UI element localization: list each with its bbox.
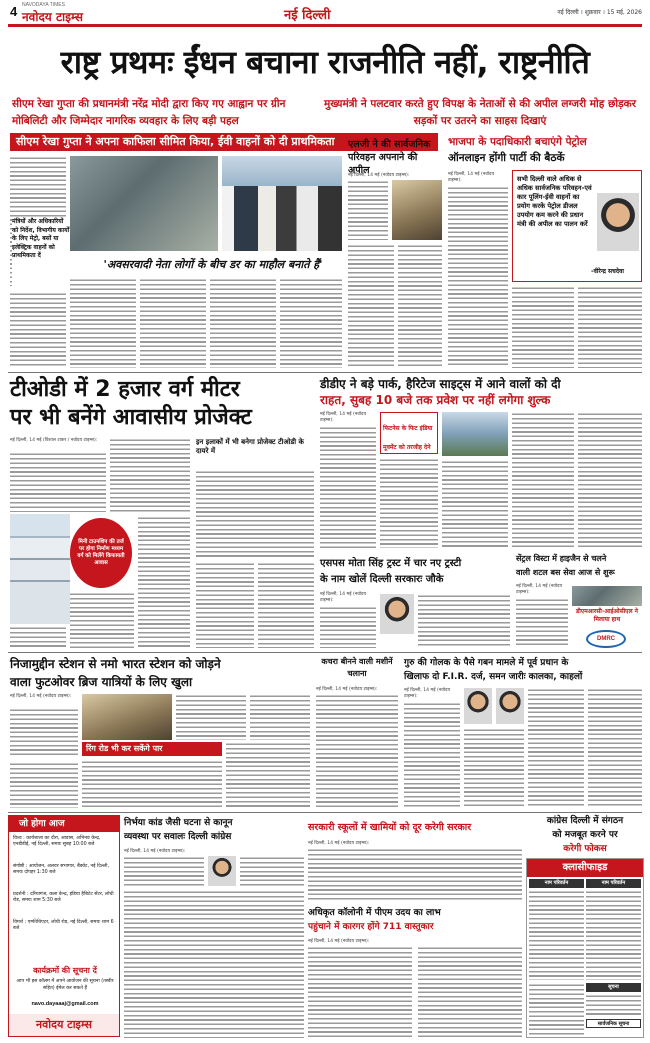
nizamuddin-headline-1: निजामुद्दीन स्टेशन से नमो भारत स्टेशन को जोड़ने [10,657,221,671]
sp-body-b [418,594,510,648]
gurudwara-dateline: नई दिल्ली, 14 मई (नवोदय टाइम्स): [404,688,451,699]
secretariat-headline-1: सेंट्रल विस्टा में हाइजैन से चलने [516,554,607,563]
dda-body-d [512,412,574,548]
events-item: विश्व : कार्यशाला का दौरा, आवास, अभिनव केन्द्र, एनडीडीई, नई दिल्ली, समयः सुबह 10:00 बजे [13,836,101,848]
events-item: प्रदर्शनी : दरियागंज, कला केन्द्र, इंडिया हैबिटेट सेंटर, लोधी रोड, समयः शाम 5:30 बजे [13,892,114,904]
waste-body [316,694,398,808]
nirbhaya-headline-2: व्यवस्था पर सवालः दिल्ली कांग्रेस [124,832,232,842]
bjp-quote-attrib: -वीरेन्द्र सचदेवा [591,268,624,275]
colonies-headline-1: अधिकृत कॉलोनी में पीएम उदय का लाभ [308,908,441,918]
colonies-body-a [308,946,412,1038]
lead-photo-caption: मंत्रियों और अधिकारियों को निर्देश, विभागीय कार्यों के लिए मेट्रो, बसों या इलेक्ट्रिक वाहनों को प्राथमिकता दें [12,218,70,288]
bjp-dateline: नई दिल्ली, 14 मई (नवोदय टाइम्स): [448,172,495,183]
classifieds-col-head-1: नाम परिवर्तन [529,879,584,888]
section-label: नई दिल्ली [280,5,334,23]
nizamuddin-body-f [250,694,310,740]
ev-story-photo [392,180,442,240]
classifieds-col-3 [529,983,584,1037]
colonies-headline-2: पहुंचाने में कारगर होंगे 711 वास्तुकार [308,922,434,932]
tod-headline-1: टीओडी में 2 हजार वर्ग मीटर [10,377,240,402]
dda-body-c [442,460,508,548]
nizamuddin-headline-2: वाला फुटओवर ब्रिज यात्रियों के लिए खुला [10,675,193,689]
classifieds-public-notice: सार्वजनिक सूचना [586,1019,641,1028]
gurudwara-headline-1: गुरु की गोलक के पैसे गबन मामले में पूर्व प्रधान के [404,658,569,668]
masthead [0,0,650,30]
bjp-headline-1: भाजपा के पदाधिकारी बचाएंगे पेट्रोल [448,136,587,148]
tod-side-list [196,470,314,558]
lead-body-col1b [10,292,66,368]
brand-top: NAVODAYA TIMES [22,2,65,8]
brand-logo: नवोदय टाइम्स [22,10,84,24]
nizamuddin-body-c [226,742,310,808]
dmrc-logo-text: DMRC [597,636,615,642]
classifieds-col-1 [529,890,584,980]
section-divider [8,372,642,373]
classifieds-title: क्लासीफाइड [527,859,643,877]
congress-headline-3: करेगी फोकस [563,844,607,854]
dda-body-a [320,426,376,548]
nirbhaya-headline-1: निर्भया कांड जैसी घटना से कानून [124,818,233,828]
tod-body-f [196,562,254,648]
nizamuddin-body-b [176,694,246,740]
tod-body-c [110,438,190,512]
tod-body-g [258,562,314,648]
tod-headline-2: पर भी बनेंगे आवासीय प्रोजेक्ट [10,405,252,430]
nizamuddin-body-a [10,708,78,758]
sp-portrait [380,594,414,634]
schools-headline: सरकारी स्कूलों में खामियों को दूर करेगी सरकार [308,822,472,833]
lead-body-col5 [280,278,342,368]
gurudwara-body-c [528,688,584,808]
gurudwara-portrait-1 [464,688,492,724]
bjp-body-a [448,186,508,368]
secretariat-photo [572,586,642,606]
nirbhaya-dateline: नई दिल्ली, 14 मई (नवोदय टाइम्स): [124,849,186,854]
classifieds-col-4 [586,994,641,1016]
nizamuddin-dateline: नई दिल्ली, 14 मई (नवोदय टाइम्स): [10,694,72,699]
dda-dateline: नई दिल्ली, 14 मई (नवोदय टाइम्स): [320,412,367,423]
nizamuddin-body-e [82,760,222,808]
tod-photo-towers [10,514,70,624]
gurudwara-body-b [464,728,524,808]
lead-photo-people [222,186,342,251]
dmrc-logo [586,630,626,648]
tod-body-b [70,592,134,648]
sp-headline-2: के नाम खोलें दिल्ली सरकारः जौके [320,574,444,585]
lead-pullquote: 'अवसरवादी नेता लोगों के बीच डर का माहौल बनाते हैं' [103,258,323,271]
section-divider-3 [8,812,642,813]
dda-headline-2: राहत, सुबह 10 बजे तक प्रवेश पर नहीं लगेगा शुल्क [320,393,551,407]
section-divider-2 [8,652,642,653]
ev-story-body-b [348,244,394,368]
tod-side-head: इन इलाकों में भी बनेगा प्रोजेक्ट टीओडी के दायरे में [196,438,304,455]
waste-dateline: नई दिल्ली, 14 मई (नवोदय टाइम्स): [316,687,378,692]
events-item: संगोष्ठी : आयोजन, अलवर सभागार, बैंक्वेट, नई दिल्ली, समयः दोपहर 1:30 बजे [13,864,110,876]
colonies-dateline: नई दिल्ली, 14 मई (नवोदय टाइम्स): [308,939,370,944]
dateline: नई दिल्ली । शुक्रवार । 15 मई, 2026 [557,9,642,16]
lead-deck-left: सीएम रेखा गुप्ता की प्रधानमंत्री नरेंद्र मोदी द्वारा किए गए आह्वान पर ग्रीन मोबिलिटी और जिम्मेदार नागरिक व्यवहार के लिए बड़ी पहल [12,98,286,127]
tod-bubble-text: मिनी टाउनशिप की तर्ज पर होगा निर्माण मध्यम वर्ग को मिलेंगे किफायती आवास [77,539,125,566]
ev-story-dateline: नई दिल्ली, 14 मई (नवोदय टाइम्स): [348,173,410,178]
schools-body [308,848,522,902]
sp-body-a [320,606,376,648]
dda-callout [380,412,438,454]
ev-story-body-c [398,244,442,368]
secretariat-dateline: नई दिल्ली, 14 मई (नवोदय टाइम्स): [516,584,563,595]
tod-body-d [138,516,190,648]
tod-dateline: नई दिल्ली, 14 मई (विशाल टाकर / नवोदय टाइम्स): [10,438,98,443]
secretariat-body-a [516,598,568,648]
nizamuddin-highlight: रिंग रोड भी कर सकेंगे पार [82,742,222,756]
bjp-body-b [512,286,574,368]
events-footer-brand: नवोदय टाइम्स [9,1014,119,1036]
gurudwara-body-d [588,688,642,808]
dda-body-b [380,458,438,548]
lead-red-strip: सीएम रेखा गुप्ता ने अपना काफिला सीमित किया, ईवी वाहनों को दी प्राथमिकता [10,133,438,151]
events-footer-text: आप भी इस कॉलम में अपने आयोजन की सूचना (तस्वीर सहित) ईमेल कर सकते हैं [16,979,114,991]
secretariat-headline-2: वाली शटल बस सेवा आज से शुरू [516,568,615,577]
lead-body-col3 [140,278,206,368]
dda-headline-1: डीडीए ने बड़े पार्क, हैरिटेज साइट्स में आने वालों को दी [320,377,561,391]
gurudwara-headline-2: खिलाफ दो F.I.R. दर्ज, समन जारीः कालका, काहलों [404,672,583,682]
classifieds-col-head-2: नाम परिवर्तन [586,879,641,888]
tod-body-a [10,452,106,512]
events-list [13,836,117,956]
lead-body-col2 [70,278,136,368]
secretariat-promo: डीएमआरसी-आईओसीएल ने मिलाया हाथ [576,608,638,623]
bjp-portrait [597,193,639,251]
gurudwara-body-a [404,702,460,808]
colonies-body-b [418,946,522,1038]
bjp-quote: सभी दिल्ली वाले अधिक से अधिक सार्वजनिक परिवहन-एवं कार पूलिंग-ईवी वाहनों का प्रयोग करके पेट्रोल डीजल उपयोग कम करने की प्रधान मंत्री की अपील का पालन करें [517,175,592,228]
lead-body-col4 [210,278,276,368]
congress-headline-1: कांग्रेस दिल्ली में संगठन [546,816,624,826]
tod-body-e [10,626,66,648]
dda-callout-text: फिटनेस के फिट इंडिया मूवमेंट को तरजीह देने [383,425,433,451]
nirbhaya-body-a [124,856,204,886]
classifieds-notice: सूचना [586,983,641,992]
events-footer-title: कार्यक्रमों की सूचना दें [33,966,97,975]
ev-story-headline: एलजी ने की सार्वजनिक परिवहन अपनाने की अपील [348,139,431,176]
classifieds-box [526,858,644,1038]
masthead-rule [8,24,642,27]
events-item: विमर्श : एम्फीथिएटर, लोधी रोड, नई दिल्ली, समयः शाम 6 बजे [13,920,114,932]
waste-headline: कचरा बीनने वाली मशीनें चलाना [321,657,393,678]
events-box [8,815,120,1037]
lead-photo-cars [70,156,218,251]
page-number: 4 [10,4,18,19]
nirbhaya-body-b [240,856,304,886]
lead-headline: राष्ट्र प्रथमः ईंधन बचाना राजनीति नहीं, राष्ट्रनीति [60,43,590,81]
nirbhaya-portrait [208,856,236,886]
nirbhaya-body-c [124,890,304,1038]
nizamuddin-photo [82,694,172,740]
events-title: जो होगा आज [9,816,119,832]
bjp-headline-2: ऑनलाइन होंगी पार्टी की बैठकें [448,152,565,164]
gurudwara-portrait-2 [496,688,524,724]
schools-dateline: नई दिल्ली, 14 मई (नवोदय टाइम्स): [308,841,370,846]
dda-body-e [578,412,642,548]
sp-dateline: नई दिल्ली, 14 मई (नवोदय टाइम्स): [320,592,367,603]
dda-photo [442,412,508,456]
sp-headline-1: एसपस मोता सिंह ट्रस्ट में चार नए ट्रस्टी [320,558,462,569]
congress-headline-2: को मजबूत करने पर [552,830,618,840]
events-email[interactable]: navo.dayaaaj@gmail.com [31,1001,99,1007]
lead-deck-right: मुख्यमंत्री ने पलटवार करते हुए विपक्ष के नेताओं से की अपील लग्जरी मोह छोड़कर सड़कों पर उतरने का साहस दिखाएं [323,98,637,127]
ev-story-body-a [348,180,388,240]
tod-bubble [70,518,132,588]
classifieds-col-2 [586,890,641,980]
nizamuddin-body-d [10,762,78,808]
bjp-quote-box [512,170,642,282]
bjp-body-c [578,286,642,368]
